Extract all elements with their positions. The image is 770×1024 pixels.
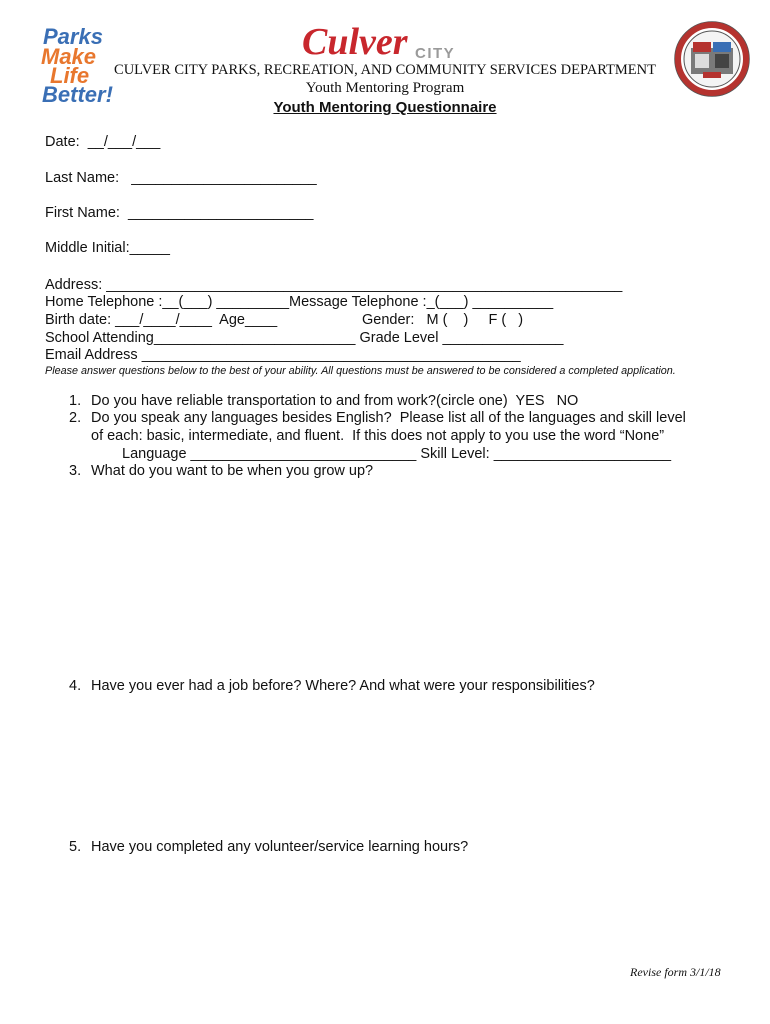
revision-note: Revise form 3/1/18 bbox=[630, 965, 721, 979]
logo-life: Life bbox=[50, 63, 90, 88]
question-3: What do you want to be when you grow up? bbox=[91, 463, 374, 479]
logo-parks: Parks bbox=[43, 24, 103, 49]
culver-city-logo bbox=[300, 18, 470, 64]
telephone-field[interactable]: Home Telephone :__(___) _________Message Telephone :_(___) __________ bbox=[45, 294, 554, 310]
language-skill-field[interactable]: Language ____________________________ Skill Level: ______________________ bbox=[122, 446, 672, 462]
logo-better: Better! bbox=[42, 82, 113, 107]
program-name: Youth Mentoring Program bbox=[305, 80, 465, 96]
middle-initial-field[interactable]: Middle Initial:_____ bbox=[45, 240, 170, 256]
last-name-field[interactable]: Last Name: _______________________ bbox=[45, 170, 317, 186]
question-number-4: 4. bbox=[69, 678, 82, 694]
question-number-2: 2. bbox=[69, 410, 82, 426]
question-5: Have you completed any volunteer/service learning hours? bbox=[91, 839, 469, 855]
question-number-5: 5. bbox=[69, 839, 82, 855]
question-4: Have you ever had a job before? Where? And what were your responsibilities? bbox=[91, 678, 595, 694]
email-field[interactable]: Email Address _______________________________________________ bbox=[45, 347, 521, 363]
logo-make: Make bbox=[41, 44, 97, 69]
department-name: CULVER CITY PARKS, RECREATION, AND COMMUNITY SERVICES DEPARTMENT bbox=[114, 62, 656, 78]
question-number-3: 3. bbox=[69, 463, 82, 479]
question-2: Do you speak any languages besides English? Please list all of the languages and skill level bbox=[91, 410, 686, 426]
address-field[interactable]: Address: ________________________________________________________________ bbox=[45, 277, 623, 293]
page-title: Youth Mentoring Questionnaire bbox=[273, 99, 497, 116]
date-field[interactable]: Date: __/___/___ bbox=[45, 134, 161, 150]
question-number-1: 1. bbox=[69, 393, 82, 409]
svg-text:Culver: Culver bbox=[302, 21, 408, 63]
question-1: Do you have reliable transportation to and from work?(circle one) YES NO bbox=[91, 393, 579, 409]
question-2-continued: of each: basic, intermediate, and fluent. If this does not apply to you use the word “None” bbox=[91, 428, 665, 444]
svg-text:CITY: CITY bbox=[415, 45, 456, 62]
gender-field[interactable]: Gender: M ( ) F ( ) bbox=[362, 312, 524, 328]
instructions: Please answer questions below to the best of your ability. All questions must be answered to be considered a completed application. bbox=[45, 365, 676, 377]
school-grade-field[interactable]: School Attending_________________________ Grade Level _______________ bbox=[45, 330, 564, 346]
birth-date-age-field[interactable]: Birth date: ___/____/____ Age____ bbox=[45, 312, 278, 328]
first-name-field[interactable]: First Name: _______________________ bbox=[45, 205, 314, 221]
